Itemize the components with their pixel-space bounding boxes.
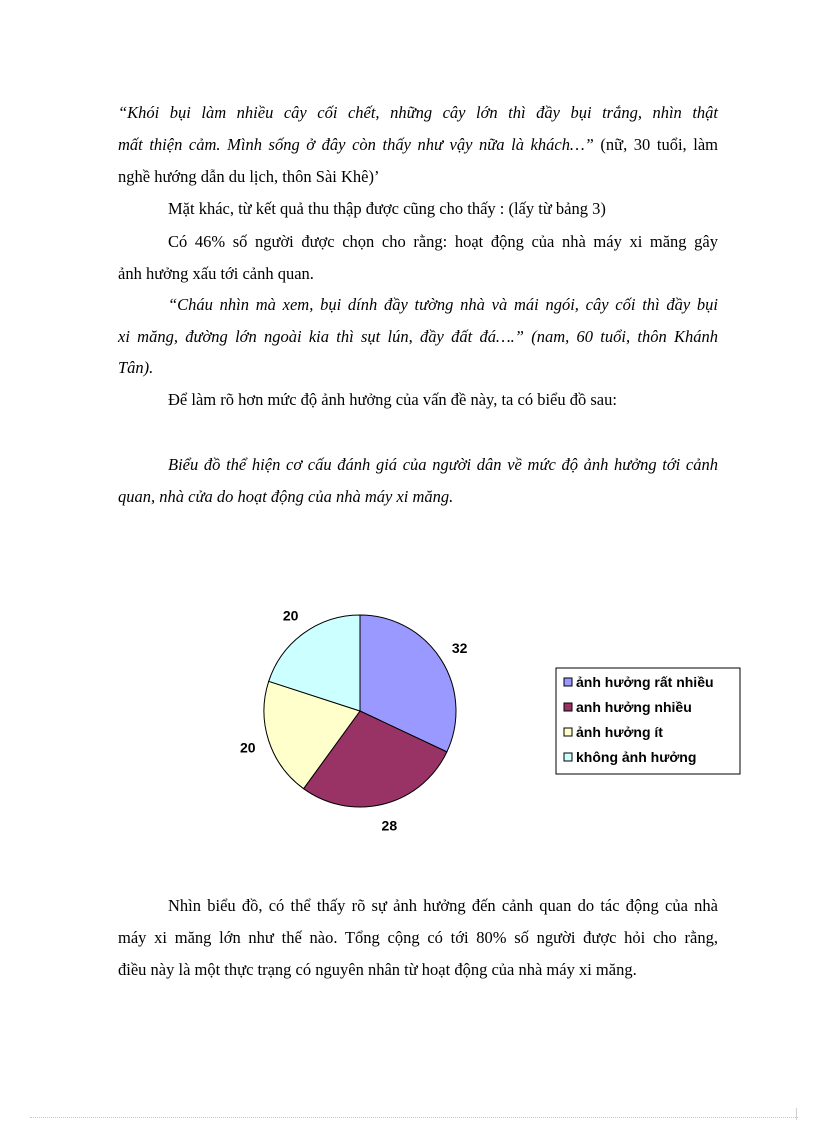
pie-data-label: 20 [282,607,299,624]
chart-caption-line2: quan, nhà cửa do hoạt động của nhà máy xi măng. [118,487,454,506]
quote1-line3: nghề hướng dẫn du lịch, thôn Sài Khê)’ [118,167,380,186]
survey-line: Mặt khác, từ kết quả thu thập được cũng cho thấy : (lấy từ bảng 3) [168,199,606,218]
percent-para-line2: ảnh hưởng xấu tới cảnh quan. [118,264,314,283]
legend-label: ảnh hưởng rất nhiều [576,674,714,690]
legend-swatch [564,678,572,686]
conclusion-line2: máy xi măng lớn như thế nào. Tổng cộng có tới 80% số người được hỏi cho rằng, [118,928,718,947]
pie-slices [264,615,456,807]
legend-swatch [564,728,572,736]
legend-swatch [564,753,572,761]
quote1-line2-italic: mất thiện cảm. Mình sống ở đây còn thấy như vậy nữa là khách…” [118,135,594,154]
quote2-line3: Tân). [118,358,154,377]
quote2-line1: “Cháu nhìn mà xem, bụi dính đầy tường nhà và mái ngói, cây cối thì đầy bụi [168,295,718,314]
page-corner-mark [796,1108,797,1120]
legend-label: anh hưởng nhiều [576,699,692,715]
chart-intro: Để làm rõ hơn mức độ ảnh hưởng của vấn đề này, ta có biểu đồ sau: [168,390,617,409]
quote1-line2-attribution: (nữ, 30 tuổi, làm [600,135,718,154]
chart-caption-line1: Biểu đồ thể hiện cơ cấu đánh giá của người dân về mức độ ảnh hưởng tới cảnh [168,455,718,474]
percent-para-line1: Có 46% số người được chọn cho rằng: hoạt động của nhà máy xi măng gây [168,232,718,251]
legend-swatch [564,703,572,711]
chart-legend [556,668,740,774]
conclusion-line3: điều này là một thực trạng có nguyên nhân từ hoạt động của nhà máy xi măng. [118,960,637,979]
conclusion-line1: Nhìn biểu đồ, có thể thấy rõ sự ảnh hưởng đến cảnh quan do tác động của nhà [168,896,718,915]
pie-data-label: 20 [239,739,256,756]
quote2-line2: xi măng, đường lớn ngoài kia thì sụt lún, đầy đất đá….” (nam, 60 tuổi, thôn Khánh [118,327,718,346]
pie-data-label: 32 [451,639,468,656]
quote1-line1: “Khói bụi làm nhiều cây cối chết, những cây lớn thì đầy bụi trắng, nhìn thật [118,103,718,122]
legend-label: ảnh hưởng ít [576,724,663,740]
legend-label: không ảnh hưởng [576,749,697,765]
pie-data-label: 28 [381,817,398,834]
page-bottom-rule [30,1117,798,1118]
